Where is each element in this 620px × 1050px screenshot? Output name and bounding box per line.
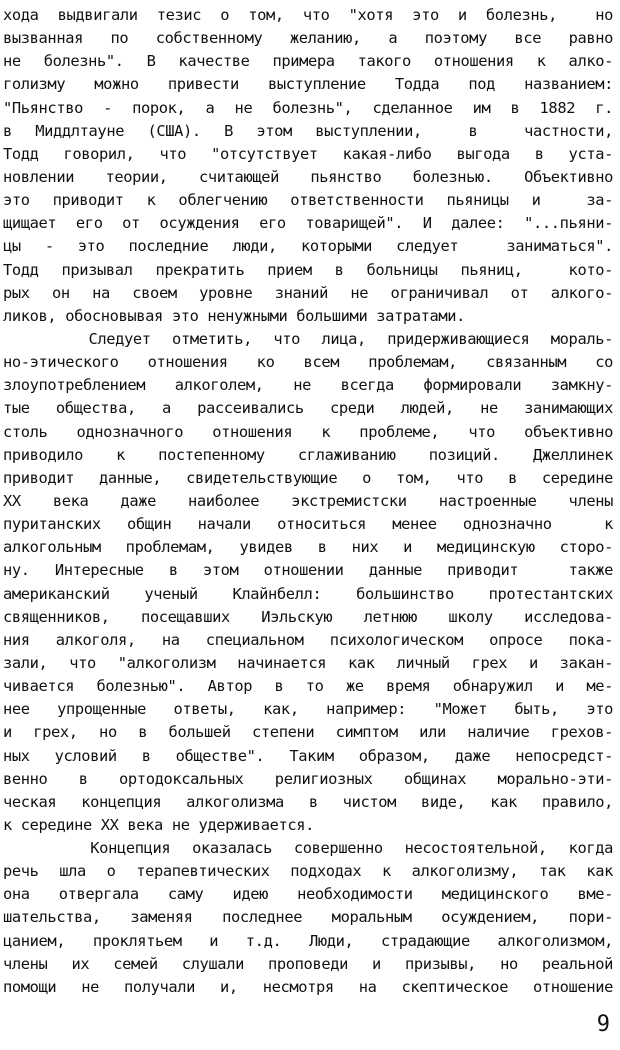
paragraph-start-line: Концепция оказалась совершенно несостоятельной, когда xyxy=(3,839,613,858)
text-line: Тодд призывал прекратить прием в больницы пьяниц, кото- xyxy=(3,260,613,279)
text-line: новлении теории, считающей пьянство болезнью. Объективно xyxy=(3,167,613,186)
text-line: злоупотреблением алкоголем, не всегда формировали замкну- xyxy=(3,376,613,395)
text-line: XX века даже наиболее экстремистски настроенные члены xyxy=(3,491,613,510)
text-line: зали, что "алкоголизм начинается как личный грех и закан- xyxy=(3,653,613,672)
text-line: Тодд говорил, что "отсутствует какая-либо выгода в уста- xyxy=(3,144,613,163)
text-line: чивается болезнью". Автор в то же время обнаружил и ме- xyxy=(3,677,613,696)
text-line: алкогольным проблемам, увидев в них и медицинскую сторо- xyxy=(3,538,613,557)
text-line: шательства, заменяя последнее моральным осуждением, пори- xyxy=(3,908,613,927)
page-number: 9 xyxy=(596,1012,610,1037)
text-line: американский ученый Клайнбелл: большинство протестантских xyxy=(3,584,613,603)
text-line: тые общества, а рассеивались среди людей, не занимающих xyxy=(3,399,613,418)
text-line: столь однозначного отношения к проблеме, что объективно xyxy=(3,422,613,441)
text-line: священников, посещавших Иэльскую летнюю школу исследова- xyxy=(3,607,613,626)
text-line: нее упрощенные ответы, как, например: "Может быть, это xyxy=(3,700,613,719)
text-line: она отвергала саму идею необходимости медицинского вме- xyxy=(3,885,613,904)
paragraph-start-line: Следует отметить, что лица, придерживающиеся мораль- xyxy=(3,329,613,348)
paragraph-end-line: к середине XX века не удерживается. xyxy=(3,815,315,834)
paragraph-end-line: ликов, обосновывая это ненужными большими затратами. xyxy=(3,306,466,325)
text-line: приводило к постепенному сглаживанию позиций. Джеллинек xyxy=(3,445,613,464)
text-line: приводит данные, свидетельствующие о том, что в середине xyxy=(3,468,613,487)
text-line: не болезнь". В качестве примера такого отношения к алко- xyxy=(3,52,613,71)
text-line: цы - это последние люди, которыми следует заниматься". xyxy=(3,237,613,256)
text-line: и грех, но в большей степени симптом или наличие грехов- xyxy=(3,723,613,742)
text-line: вызванная по собственному желанию, а поэтому все равно xyxy=(3,29,613,48)
text-line: помощи не получали и, несмотря на скептическое отношение xyxy=(3,977,613,996)
body-text xyxy=(3,4,613,999)
text-line: но-этического отношения ко всем проблемам, связанным со xyxy=(3,353,613,372)
text-line: члены их семей слушали проповеди и призывы, но реальной xyxy=(3,954,613,973)
text-line: пуританских общин начали относиться менее однозначно к xyxy=(3,515,613,534)
text-line: ных условий в обществе". Таким образом, даже непосредст- xyxy=(3,746,613,765)
text-line: хода выдвигали тезис о том, что "хотя это и болезнь, но xyxy=(3,6,613,24)
text-line: ния алкоголя, на специальном психологическом опросе пока- xyxy=(3,630,613,649)
text-line: цанием, проклятьем и т.д. Люди, страдающие алкоголизмом, xyxy=(3,931,613,950)
text-line: венно в ортодоксальных религиозных общинах морально-эти- xyxy=(3,769,613,788)
text-line: речь шла о терапевтических подходах к алкоголизму, так как xyxy=(3,862,613,881)
text-line: рых он на своем уровне знаний не ограничивал от алкого- xyxy=(3,283,613,302)
text-line: в Миддлтауне (США). В этом выступлении, в частности, xyxy=(3,121,613,140)
text-line: щищает его от осуждения его товарищей". И далее: "...пьяни- xyxy=(3,214,613,233)
text-line: голизму можно привести выступление Тодда под названием: xyxy=(3,75,613,94)
text-line: "Пьянство - порок, а не болезнь", сделанное им в 1882 г. xyxy=(3,98,613,117)
text-line: это приводит к облегчению ответственности пьяницы и за- xyxy=(3,191,613,210)
text-line: ческая концепция алкоголизма в чистом виде, как правило, xyxy=(3,792,613,811)
text-line: ну. Интересные в этом отношении данные приводит также xyxy=(3,561,613,580)
